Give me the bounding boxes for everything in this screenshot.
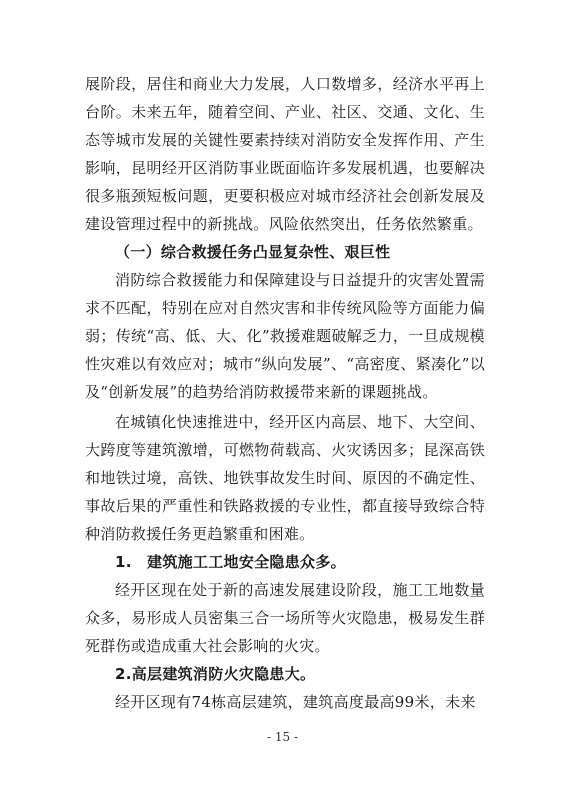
paragraph: 经开区现在处于新的高速发展建设阶段，施工工地数量众多，易形成人员密集三合一场所等火灾隐患，极易发生群死群伤或造成重大社会影响的火灾。 (85, 581, 485, 655)
paragraph-continued: 展阶段，居住和商业大力发展，人口数增多，经济水平再上台阶。未来五年，随着空间、产业、社区、交通、文化、生态等城市发展的关键性要素持续对消防安全发挥作用、产生影响，昆明经开区消防事业既面临许多发展机遇，也要解决很多瓶颈短板问题，更要积极应对城市经济社会创新发展及建设管理过程中的新挑战。风险依然突出，任务依然繁重。 (85, 75, 485, 233)
section-heading: （一）综合救援任务凸显复杂性、艰巨性 (115, 243, 391, 261)
page-number: - 15 - (266, 730, 298, 744)
subsection-heading: 2.高层建筑消防火灾隐患大。 (115, 665, 316, 683)
page-content (85, 70, 485, 716)
paragraph: 经开区现有74栋高层建筑，建筑高度最高99米，未来 (115, 693, 476, 711)
subsection-heading: 1. 建筑施工工地安全隐患众多。 (115, 553, 346, 571)
paragraph: 消防综合救援能力和保障建设与日益提升的灾害处置需求不匹配，特别在应对自然灾害和非传统风险等方面能力偏弱；传统“高、低、大、化”救援难题破解乏力，一旦成规模性灾难以有效应对；城市“纵向发展”、“高密度、紧凑化”以及“创新发展”的趋势给消防救援带来新的课题挑战。 (85, 271, 485, 401)
paragraph: 在城镇化快速推进中，经开区内高层、地下、大空间、大跨度等建筑激增，可燃物荷载高、火灾诱因多；昆深高铁和地铁过境，高铁、地铁事故发生时间、原因的不确定性、事故后果的严重性和铁路救援的专业性，都直接导致综合特种消防救援任务更趋繁重和困难。 (85, 413, 485, 543)
